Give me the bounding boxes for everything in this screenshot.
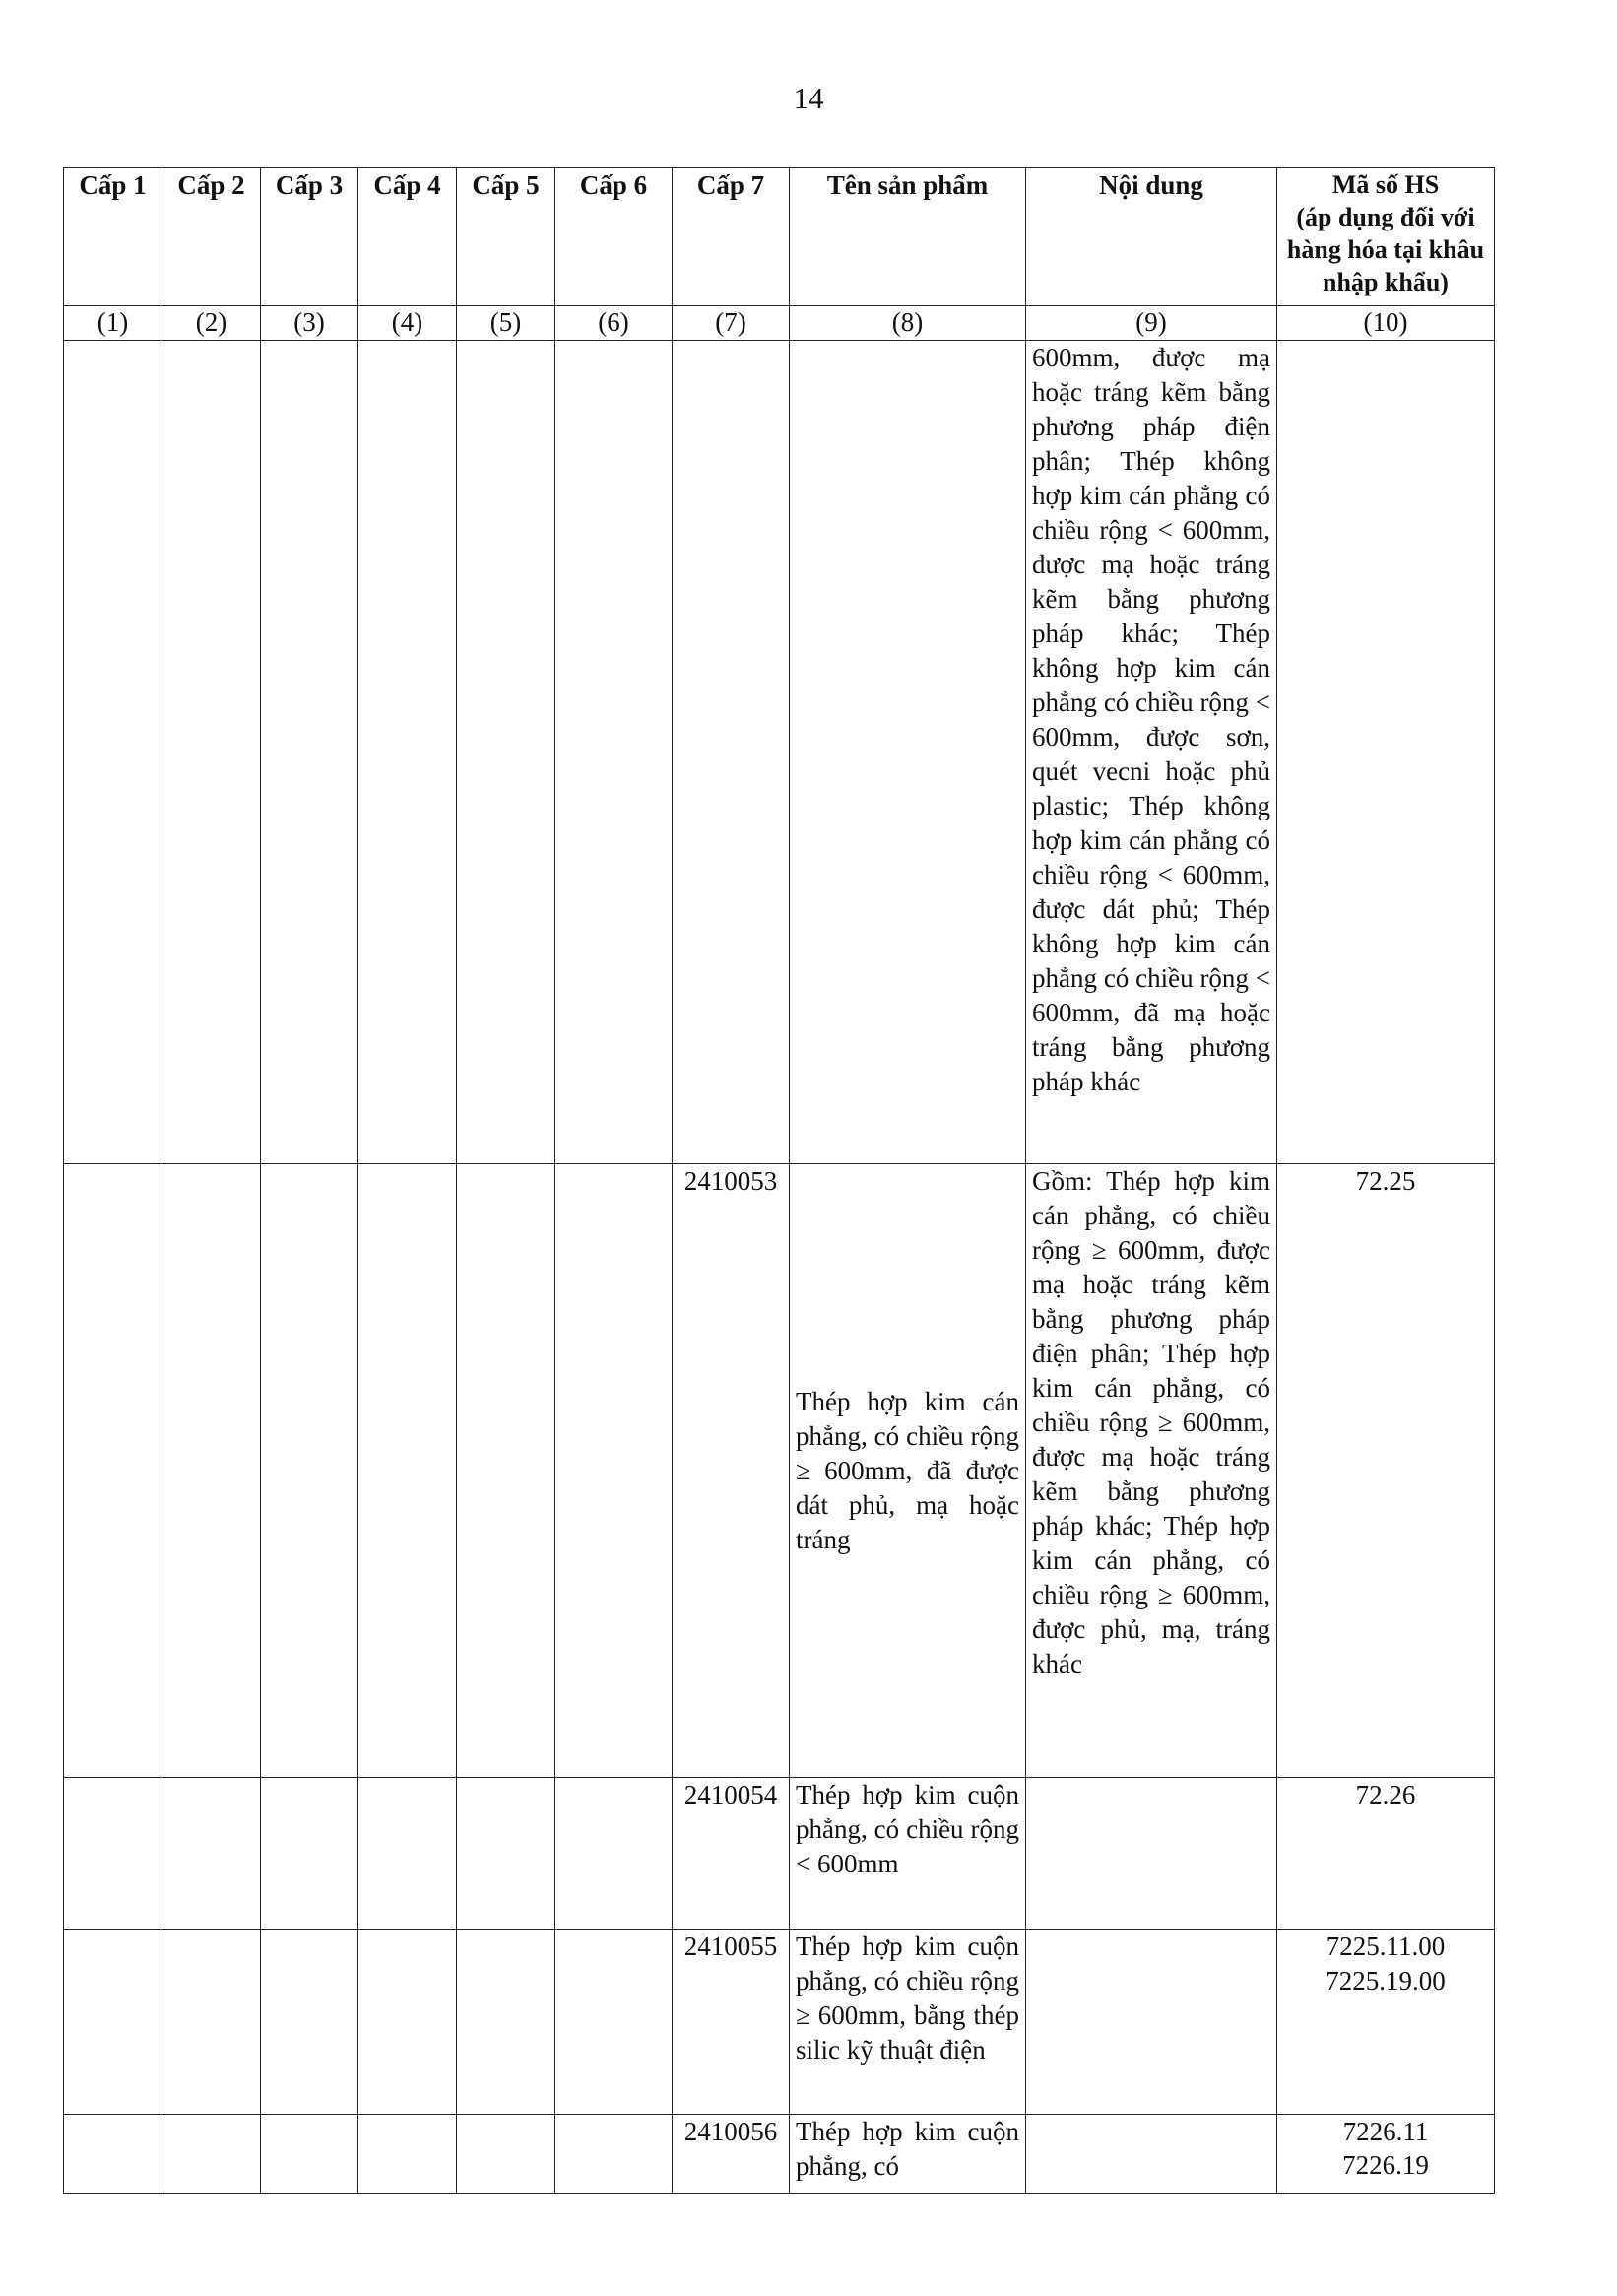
cap-3-cell xyxy=(261,1778,358,1930)
cap-7-code-cell: 2410056 xyxy=(673,2115,790,2194)
hs-code-cell: 7225.11.00 7225.19.00 xyxy=(1277,1930,1495,2115)
cap-7-code-cell xyxy=(673,341,790,1164)
cap-2-cell xyxy=(162,1778,261,1930)
page-number: 14 xyxy=(793,81,824,115)
content-cell xyxy=(1026,1930,1277,2115)
cap-4-cell xyxy=(358,1778,457,1930)
column-index: (5) xyxy=(457,306,555,341)
cap-3-cell xyxy=(261,1164,358,1778)
cap-6-cell xyxy=(555,1930,673,2115)
cap-2-cell xyxy=(162,1164,261,1778)
cap-4-cell xyxy=(358,1930,457,2115)
header-cap-5: Cấp 5 xyxy=(457,168,555,306)
content-cell xyxy=(1026,1778,1277,1930)
content-cell: 600mm, được mạ hoặc tráng kẽm bằng phương pháp điện phân; Thép không hợp kim cán phẳng có chiều rộng < 600mm, được mạ hoặc tráng kẽm bằng phương pháp khác; Thép không hợp kim cán phẳng có chiều rộng < 600mm, được sơn, quét vecni hoặc phủ plastic; Thép không hợp kim cán phẳng có chiều rộng < 600mm, được dát phủ; Thép không hợp kim cán phẳng có chiều rộng < 600mm, đã mạ hoặc tráng bằng phương pháp khác xyxy=(1026,341,1277,1164)
hs-code-cell xyxy=(1277,341,1495,1164)
cap-5-cell xyxy=(457,1164,555,1778)
header-cap-6: Cấp 6 xyxy=(555,168,673,306)
cap-4-cell xyxy=(358,1164,457,1778)
cap-3-cell xyxy=(261,341,358,1164)
column-index: (9) xyxy=(1026,306,1277,341)
header-cap-4: Cấp 4 xyxy=(358,168,457,306)
cap-4-cell xyxy=(358,341,457,1164)
cap-5-cell xyxy=(457,2115,555,2194)
column-index: (4) xyxy=(358,306,457,341)
column-index: (10) xyxy=(1277,306,1495,341)
cap-5-cell xyxy=(457,1930,555,2115)
hs-code-cell: 72.25 xyxy=(1277,1164,1495,1778)
hs-code-cell: 72.26 xyxy=(1277,1778,1495,1930)
cap-3-cell xyxy=(261,2115,358,2194)
header-product-name: Tên sản phẩm xyxy=(790,168,1026,306)
product-name-cell: Thép hợp kim cuộn phẳng, có xyxy=(790,2115,1026,2194)
cap-6-cell xyxy=(555,341,673,1164)
hs-code-cell: 7226.11 7226.19 xyxy=(1277,2115,1495,2194)
column-index: (6) xyxy=(555,306,673,341)
product-name-cell: Thép hợp kim cán phẳng, có chiều rộng ≥ 600mm, đã được dát phủ, mạ hoặc tráng xyxy=(790,1164,1026,1778)
cap-7-code-cell: 2410055 xyxy=(673,1930,790,2115)
product-classification-table xyxy=(63,167,1495,2194)
column-index-row xyxy=(64,306,1495,341)
product-name-cell: Thép hợp kim cuộn phẳng, có chiều rộng < 600mm xyxy=(790,1778,1026,1930)
cap-5-cell xyxy=(457,1778,555,1930)
table-row xyxy=(64,341,1495,1164)
cap-4-cell xyxy=(358,2115,457,2194)
header-row xyxy=(64,168,1495,306)
cap-3-cell xyxy=(261,1930,358,2115)
table-row xyxy=(64,1778,1495,1930)
table-row xyxy=(64,2115,1495,2194)
content-cell: Gồm: Thép hợp kim cán phẳng, có chiều rộng ≥ 600mm, được mạ hoặc tráng kẽm bằng phương pháp điện phân; Thép hợp kim cán phẳng, có chiều rộng ≥ 600mm, được mạ hoặc tráng kẽm bằng phương pháp khác; Thép hợp kim cán phẳng, có chiều rộng ≥ 600mm, được phủ, mạ, tráng khác xyxy=(1026,1164,1277,1778)
cap-1-cell xyxy=(64,1164,162,1778)
header-hs-code: Mã số HS (áp dụng đối với hàng hóa tại khâu nhập khẩu) xyxy=(1277,168,1495,306)
column-index: (1) xyxy=(64,306,162,341)
cap-6-cell xyxy=(555,2115,673,2194)
cap-2-cell xyxy=(162,1930,261,2115)
cap-1-cell xyxy=(64,1778,162,1930)
cap-2-cell xyxy=(162,341,261,1164)
header-cap-3: Cấp 3 xyxy=(261,168,358,306)
product-name-cell: Thép hợp kim cuộn phẳng, có chiều rộng ≥ 600mm, bằng thép silic kỹ thuật điện xyxy=(790,1930,1026,2115)
cap-7-code-cell: 2410053 xyxy=(673,1164,790,1778)
column-index: (3) xyxy=(261,306,358,341)
cap-1-cell xyxy=(64,2115,162,2194)
header-cap-1: Cấp 1 xyxy=(64,168,162,306)
header-cap-2: Cấp 2 xyxy=(162,168,261,306)
product-name-cell xyxy=(790,341,1026,1164)
column-index: (8) xyxy=(790,306,1026,341)
column-index: (7) xyxy=(673,306,790,341)
table-row xyxy=(64,1164,1495,1778)
cap-1-cell xyxy=(64,1930,162,2115)
cap-6-cell xyxy=(555,1164,673,1778)
content-cell xyxy=(1026,2115,1277,2194)
cap-1-cell xyxy=(64,341,162,1164)
header-cap-7: Cấp 7 xyxy=(673,168,790,306)
cap-7-code-cell: 2410054 xyxy=(673,1778,790,1930)
column-index: (2) xyxy=(162,306,261,341)
cap-6-cell xyxy=(555,1778,673,1930)
cap-5-cell xyxy=(457,341,555,1164)
header-content: Nội dung xyxy=(1026,168,1277,306)
table-row xyxy=(64,1930,1495,2115)
cap-2-cell xyxy=(162,2115,261,2194)
